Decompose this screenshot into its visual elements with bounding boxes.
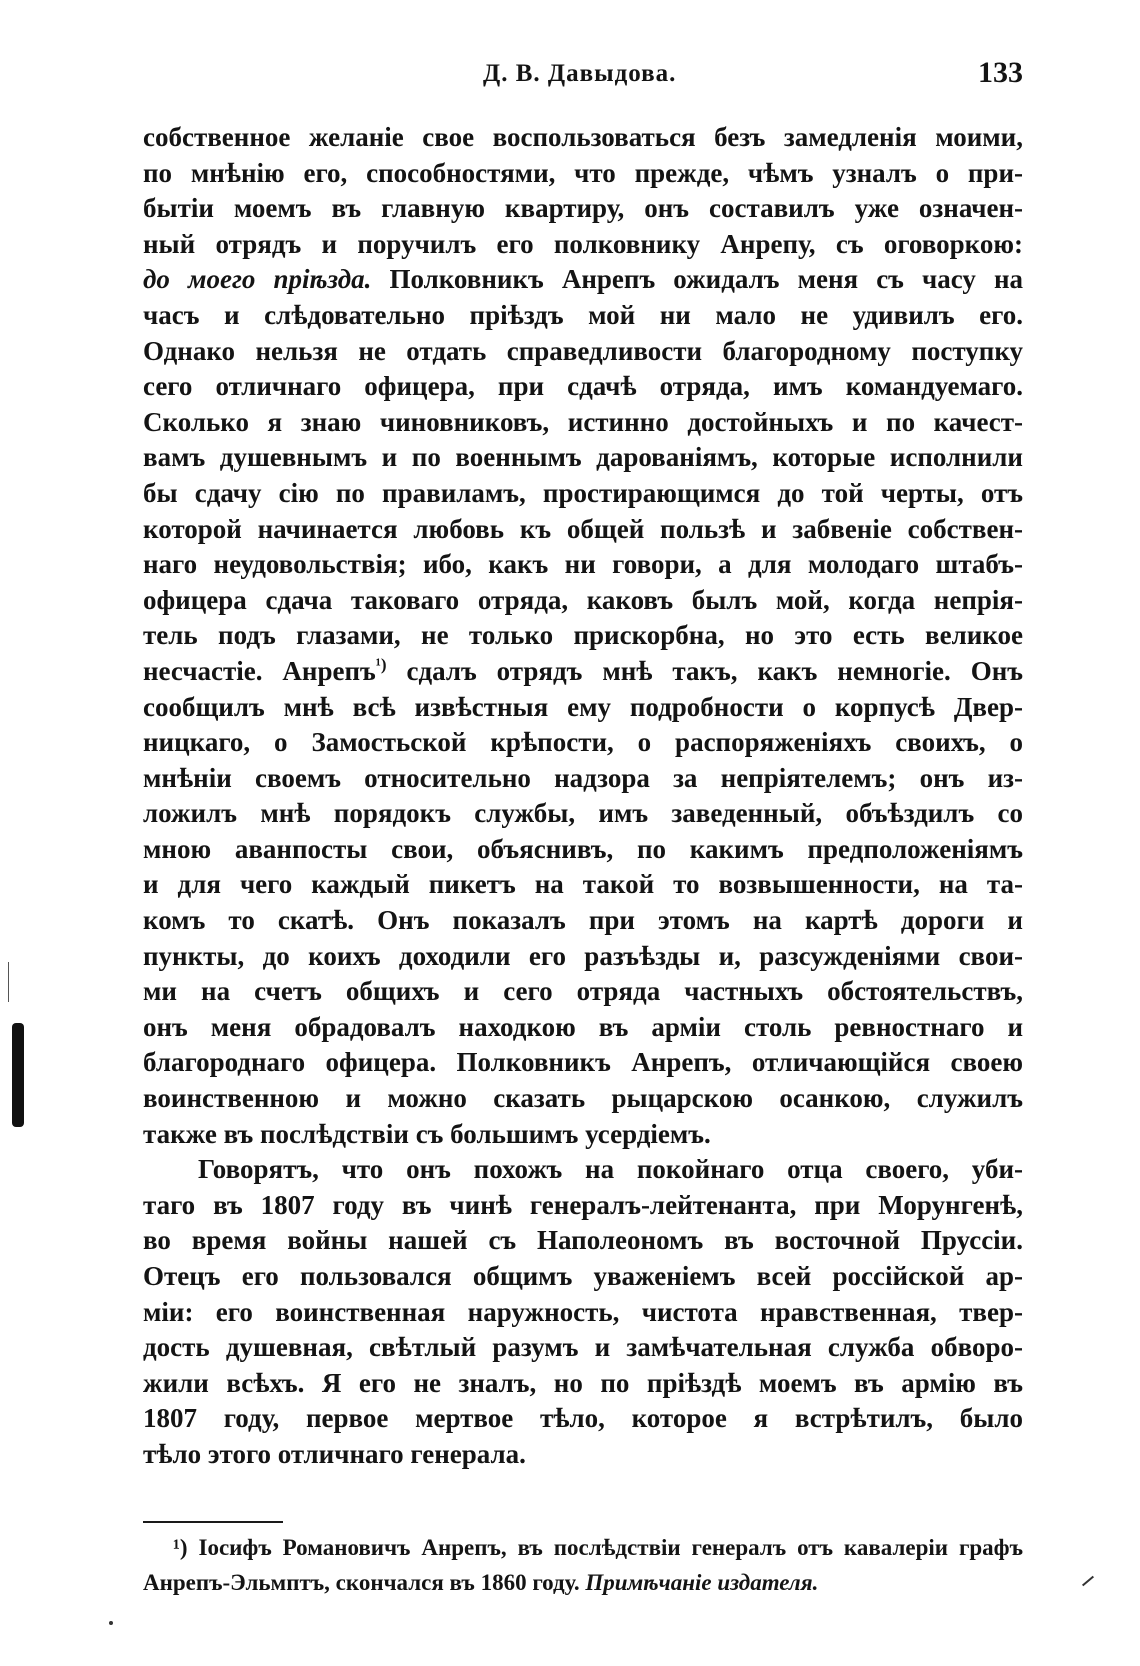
text-segment: сдалъ отрядъ мнѣ такъ, какъ немногіе. Онъ — [406, 655, 1023, 686]
footnote-divider — [143, 1521, 283, 1523]
footnote-line — [143, 1530, 1023, 1565]
text-line: и для чего каждый пикетъ на такой то возвышенности, на та- — [143, 869, 1023, 900]
ink-dot — [109, 1621, 113, 1625]
text-line: мною аванпосты свои, объяснивъ, по какимъ предположеніямъ — [143, 833, 1023, 864]
text-line — [143, 654, 1023, 690]
text-line: ный отрядъ и поручилъ его полковнику Анрепу, съ оговоркою: — [143, 228, 1023, 259]
footnote-mark: ¹) — [173, 1535, 188, 1560]
text-line: ницкаго, о Замостьской крѣпости, о распоряженіяхъ своихъ, о — [143, 727, 1023, 758]
text-line: по мнѣнію его, способностями, что прежде, чѣмъ узналъ о при- — [143, 157, 1023, 188]
text-line: таго въ 1807 году въ чинѣ генералъ-лейтенанта, при Морунгенѣ, — [143, 1189, 1023, 1220]
text-line: часъ и слѣдовательно пріѣздъ мой ни мало не удивилъ его. — [143, 299, 1023, 330]
text-line: вамъ душевнымъ и по военнымъ дарованіямъ, которые исполнили — [143, 442, 1023, 473]
text-line: тѣло этого отличнаго генерала. — [143, 1438, 526, 1469]
text-line: онъ меня обрадовалъ находкою въ арміи столь ревностнаго и — [143, 1011, 1023, 1042]
text-line: Сколько я знаю чиновниковъ, истинно достойныхъ и по качест- — [143, 406, 1023, 437]
main-text — [143, 120, 1023, 1473]
text-line: во время войны нашей съ Наполеономъ въ восточной Пруссіи. — [143, 1225, 1023, 1256]
ink-scratch — [1082, 1576, 1094, 1587]
text-segment: Анрепъ-Эльмптъ, скончался въ 1860 году. — [143, 1570, 580, 1595]
text-line: тель подъ глазами, не только прискорбна, но это есть великое — [143, 620, 1023, 651]
text-line: бытіи моемъ въ главную квартиру, онъ составилъ уже означен- — [143, 193, 1023, 224]
text-line: офицера сдача таковаго отряда, каковъ былъ мой, когда непрія- — [143, 584, 1023, 615]
text-line: благороднаго офицера. Полковникъ Анрепъ, отличающійся своею — [143, 1047, 1023, 1078]
text-line: наго неудовольствія; ибо, какъ ни говори, а для молодаго штабъ- — [143, 549, 1023, 580]
text-line: сообщилъ мнѣ всѣ извѣстныя ему подробности о корпусѣ Двер- — [143, 691, 1023, 722]
text-line: которой начинается любовь къ общей пользѣ и забвеніе собствен- — [143, 513, 1023, 544]
text-line: воинственною и можно сказать рыцарскою осанкою, служилъ — [143, 1083, 1023, 1114]
text-line: собственное желаніе свое воспользоваться безъ замедленія моими, — [143, 122, 1023, 152]
text-segment: Полковникъ Анрепъ ожидалъ меня съ часу на — [389, 264, 1023, 295]
text-line: бы сдачу сію по правиламъ, простирающимся до той черты, отъ — [143, 477, 1023, 508]
footnote-reference[interactable]: ¹) — [375, 654, 387, 674]
text-line: Отецъ его пользовался общимъ уваженіемъ всей россійской ар- — [143, 1261, 1023, 1291]
text-line: 1807 году, первое мертвое тѣло, которое я встрѣтилъ, было — [143, 1403, 1023, 1434]
text-line: жили всѣхъ. Я его не зналъ, но по пріѣздѣ моемъ въ армію въ — [143, 1367, 1023, 1398]
text-line: сего отличнаго офицера, при сдачѣ отряда, имъ командуемаго. — [143, 371, 1023, 402]
margin-scan-mark — [8, 962, 9, 1002]
text-line: дость душевная, свѣтлый разумъ и замѣчательная служба обворо- — [143, 1332, 1023, 1363]
text-line: ложилъ мнѣ порядокъ службы, имъ заведенный, объѣздилъ со — [143, 798, 1023, 829]
footnote — [143, 1530, 1023, 1600]
text-line: міи: его воинственная наружность, чистота нравственная, твер- — [143, 1296, 1023, 1327]
text-line: Однако нельзя не отдать справедливости благородному поступку — [143, 335, 1023, 366]
text-line: пункты, до коихъ доходили его разъѣзды и, разсужденіями свои- — [143, 940, 1023, 971]
italic-phrase: до моего пріѣзда. — [143, 264, 372, 295]
text-line: комъ то скатѣ. Онъ показалъ при этомъ на картѣ дороги и — [143, 905, 1023, 936]
footnote-line — [143, 1565, 1023, 1600]
text-line: Говорятъ, что онъ похожъ на покойнаго отца своего, уби- — [198, 1154, 1023, 1185]
running-head: Д. В. Давыдова. — [483, 60, 677, 87]
text-line — [143, 262, 1023, 298]
editor-note: Примѣчаніе издателя. — [585, 1570, 819, 1595]
page-header — [143, 56, 1023, 100]
text-segment: Іосифъ Романовичъ Анрепъ, въ послѣдствіи генералъ отъ кавалеріи графъ — [198, 1535, 1023, 1560]
margin-ink-mark — [12, 1023, 24, 1127]
page-number: 133 — [978, 56, 1023, 89]
text-line: также въ послѣдствіи съ большимъ усердіемъ. — [143, 1118, 711, 1149]
text-line: ми на счетъ общихъ и сего отряда частныхъ обстоятельствъ, — [143, 976, 1023, 1007]
text-segment: несчастіе. Анрепъ — [143, 655, 376, 686]
text-line: мнѣніи своемъ относительно надзора за непріятелемъ; онъ из- — [143, 762, 1023, 793]
